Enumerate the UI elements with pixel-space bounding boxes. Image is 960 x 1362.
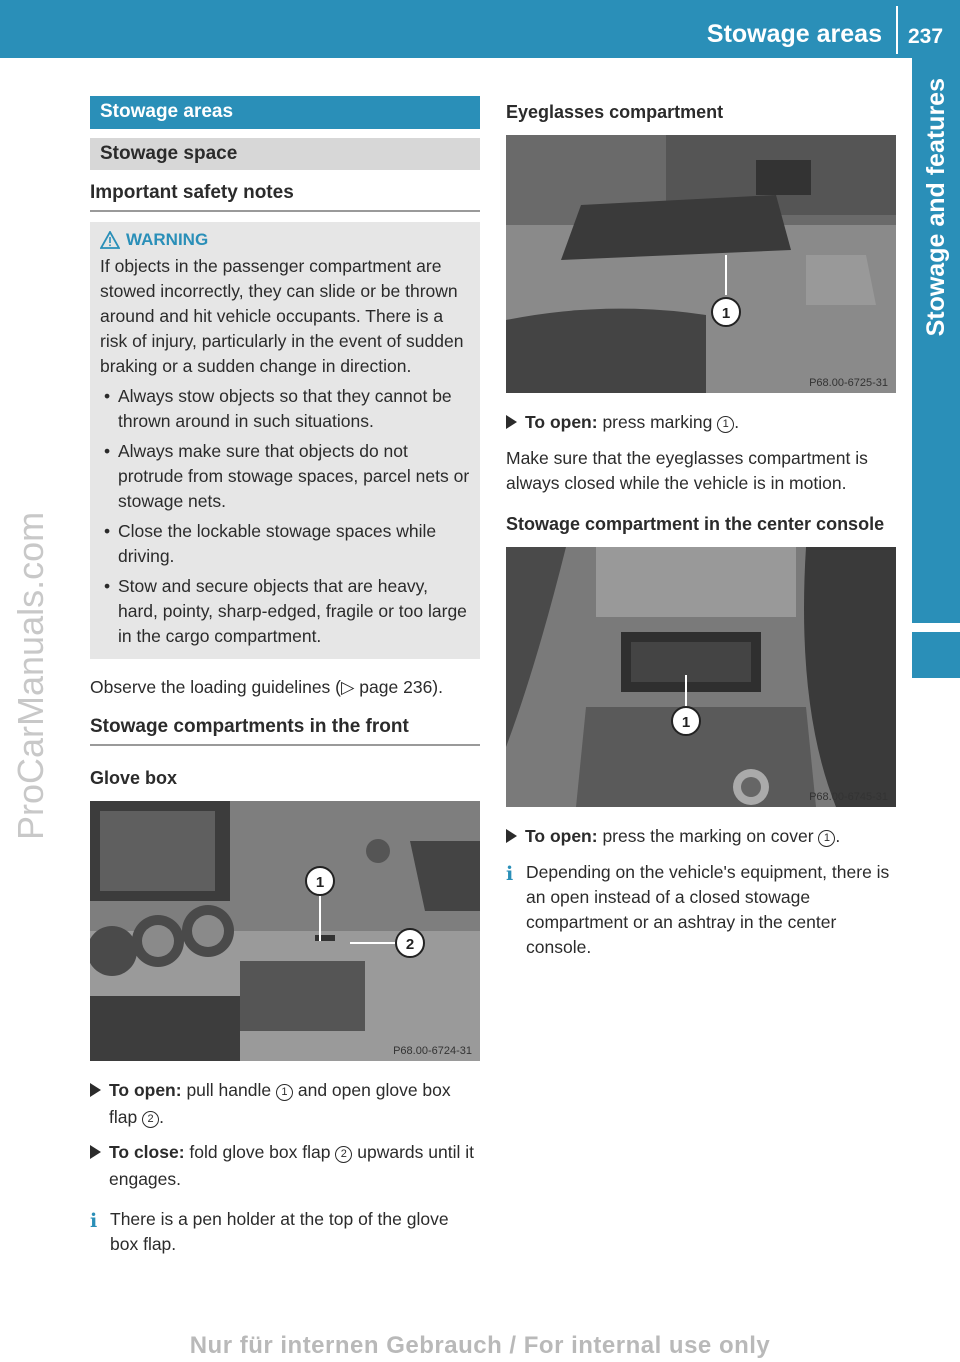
step-arrow-icon [90,1083,101,1097]
step-arrow-icon [90,1145,101,1159]
step-glove-close-text-b: upwards until it engages. [109,1142,474,1189]
chapter-side-tab-label: Stowage and features [922,78,950,337]
center-callout-1: 1 [681,714,691,731]
heading-safety-notes: Important safety notes [90,182,480,212]
info-icon: i [90,1210,98,1232]
watermark: ProCarManuals.com [10,511,51,840]
heading-glove-box: Glove box [90,768,178,788]
step-glove-open-label: To open: [109,1080,182,1100]
step-glove-open: To open: pull handle 1 and open glove box flap 2 . [90,1077,480,1131]
info-pen-holder-text: There is a pen holder at the top of the glove box flap. [110,1209,449,1254]
warning-bullet-list [100,384,470,649]
header-divider [896,6,898,54]
step-eyeglasses-open-label: To open: [525,412,598,432]
warning-bullet: • Always make sure that objects do not protrude from stowage spaces, parcel nets or stowage nets. [100,439,470,514]
step-glove-close-label: To close: [109,1142,185,1162]
step-eyeglasses-open-text: press marking [602,412,713,432]
glove-callout-1: 1 [315,874,325,891]
warning-triangle-icon [100,231,120,249]
callout-1-icon: 1 [717,416,734,433]
eyeglasses-callout-1: 1 [721,305,731,322]
warning-title-text: WARNING [126,230,209,249]
callout-2-icon: 2 [142,1111,159,1128]
right-column [506,96,896,960]
step-glove-open-text-a: pull handle [186,1080,272,1100]
step-center-open-text: press the marking on cover [602,826,814,846]
center-image-ref: P68.00-6745-31 [809,791,888,803]
warning-box [90,222,480,659]
warning-text: If objects in the passenger compartment are stowed incorrectly, they can slide or be thrown around and hit vehicle occupants. There is a risk of injury, particularly in the event of sudden braking or a sudden change in direction. [100,256,464,376]
page-number: 237 [908,25,944,48]
info-pen-holder [90,1207,480,1257]
left-column [90,96,480,1257]
info-center-console [506,860,896,960]
glove-callout-2: 2 [405,936,415,953]
eyeglasses-image-ref: P68.00-6725-31 [809,377,888,389]
heading-center-console: Stowage compartment in the center console [506,514,885,534]
step-arrow-icon [506,415,517,429]
loading-guidelines-note: Observe the loading guidelines (▷ page 236). [90,677,443,697]
step-center-open: To open: press the marking on cover 1 . [506,823,896,850]
step-glove-close [90,1139,480,1193]
warning-bullet: • Close the lockable stowage spaces while driving. [100,519,470,569]
warning-bullet: • Always stow objects so that they cannot be thrown around in such situations. [100,384,470,434]
heading-eyeglasses: Eyeglasses compartment [506,102,724,122]
glove-box-image [90,801,480,1061]
eyeglasses-image [506,135,896,393]
step-arrow-icon [506,829,517,843]
callout-1-icon: 1 [818,830,835,847]
page-header [0,0,960,58]
section-band-stowage-space: Stowage space [90,138,480,170]
footer-internal-note: Nur für internen Gebrauch / For internal use only [189,1332,771,1359]
chapter-side-marker [912,632,960,678]
warning-title [100,230,470,250]
heading-front-compartments: Stowage compartments in the front [90,716,480,746]
step-glove-close-text-a: fold glove box flap [189,1142,331,1162]
eyeglasses-note: Make sure that the eyeglasses compartment is always closed while the vehicle is in motion. [506,448,868,493]
callout-1-icon: 1 [276,1084,293,1101]
info-icon: i [506,863,514,885]
header-section-title: Stowage areas [706,20,882,48]
center-console-image [506,547,896,807]
step-eyeglasses-open: To open: press marking 1 . [506,409,896,436]
glove-image-ref: P68.00-6724-31 [393,1045,472,1057]
warning-bullet: • Stow and secure objects that are heavy, hard, pointy, sharp-edged, fragile or too large in the cargo compartment. [100,574,470,649]
info-center-console-text: Depending on the vehicle's equipment, there is an open instead of a closed stowage compartment or an ashtray in the center console. [526,862,890,957]
section-band-stowage-areas: Stowage areas [90,96,480,129]
chapter-side-tab [912,58,960,623]
callout-2-icon: 2 [335,1146,352,1163]
step-center-open-label: To open: [525,826,598,846]
step-glove-open-text-b: and open glove box flap [109,1080,451,1127]
